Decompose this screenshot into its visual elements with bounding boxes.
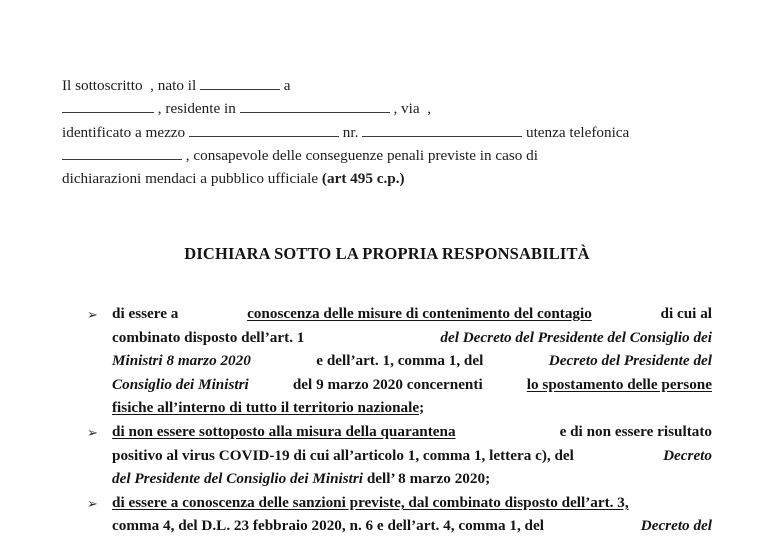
bullet-3-italic-line2-b: Decreto del xyxy=(640,517,712,535)
bullet-2-underlined-a: di non essere sottoposto alla misura della quarantena xyxy=(112,422,456,440)
blank-field-residenza[interactable] xyxy=(240,98,390,113)
document-body xyxy=(62,74,713,535)
bullet-2-text-line3-b: dell’ 8 marzo 2020; xyxy=(363,470,491,488)
bullet-1-underlined-line5-a: fisiche all’interno di tutto il territorio nazionale xyxy=(112,399,420,417)
intro-word-sottoscritto: sottoscritto xyxy=(75,77,143,94)
bullet-3-text-line2-a: comma 4, del D.L. 23 febbraio 2020, n. 6 e dell’art. 4, comma 1, del xyxy=(112,517,544,535)
bullet-2-line-3 xyxy=(112,467,712,491)
bullet-1-italic-line3-c: Decreto del Presidente del xyxy=(548,352,712,370)
arrow-bullet-icon: ➢ xyxy=(87,495,98,511)
intro-comma-5: , xyxy=(185,146,190,164)
declaration-bullet-list xyxy=(62,302,712,538)
arrow-bullet-icon: ➢ xyxy=(87,424,98,440)
intro-comma-1: , xyxy=(150,77,154,94)
intro-word-in: in xyxy=(479,146,492,164)
bullet-1-line-1 xyxy=(112,302,712,326)
intro-word-delle: delle xyxy=(272,146,302,164)
bullet-3-line-1 xyxy=(112,491,712,515)
bullet-1-italic-line3-a: Ministri 8 marzo 2020 xyxy=(112,352,251,370)
declaration-intro-paragraph xyxy=(62,74,712,190)
intro-word-caso: caso xyxy=(495,146,523,164)
blank-field-numero-documento[interactable] xyxy=(362,122,522,137)
intro-word-il: il xyxy=(187,77,197,94)
bullet-1-line-2 xyxy=(112,326,712,350)
intro-line-2 xyxy=(62,97,712,120)
intro-line-1 xyxy=(62,74,712,97)
bullet-1-underlined-line4-c: lo spostamento delle persone xyxy=(526,375,712,393)
intro-word-residente: residente xyxy=(165,100,221,118)
bullet-1-italic-line2-b: del Decreto del Presidente del Consiglio dei xyxy=(440,328,712,346)
bullet-1-text-line2-a: combinato disposto dell’art. 1 xyxy=(112,328,305,346)
bullet-3-underlined-a: di essere a conoscenza delle sanzioni previste, dal combinato disposto dell’art. 3, xyxy=(112,493,629,511)
intro-comma-2: , xyxy=(157,100,162,118)
bullet-1-text-line3-b: e dell’art. 1, comma 1, del xyxy=(316,352,484,370)
bullet-1-underlined-b: conoscenza delle misure di contenimento del contagio xyxy=(247,305,592,322)
blank-field-luogo-nascita[interactable] xyxy=(62,98,154,113)
intro-line-3 xyxy=(62,121,712,144)
intro-word-consapevole: consapevole xyxy=(193,146,269,164)
intro-comma-3: , xyxy=(393,100,398,118)
intro-word-in: in xyxy=(224,100,236,118)
bullet-2-italic-line3-a: del Presidente del Consiglio dei Ministri xyxy=(112,470,364,488)
intro-word-telefonica: telefonica xyxy=(569,123,630,141)
intro-word-il: Il xyxy=(62,77,72,94)
bullet-3-line-2 xyxy=(112,514,712,538)
intro-word-nr: nr. xyxy=(342,123,359,141)
declaration-heading: DICHIARA SOTTO LA PROPRIA RESPONSABILITÀ xyxy=(184,244,590,263)
intro-word-nato: nato xyxy=(157,77,184,94)
bullet-item-sanzioni-previste xyxy=(62,491,712,538)
bullet-2-text-b: e di non essere risultato xyxy=(559,422,712,440)
bullet-2-line-1 xyxy=(112,420,712,444)
intro-text-dichiarazioni-mendaci: dichiarazioni mendaci a pubblico ufficiale xyxy=(62,170,319,188)
bullet-1-semicolon: ; xyxy=(419,399,425,417)
intro-comma-4: , xyxy=(427,100,431,118)
intro-word-penali: penali xyxy=(386,146,425,164)
bullet-1-text-a: di essere a xyxy=(112,305,179,322)
intro-word-utenza: utenza xyxy=(525,123,566,141)
bullet-1-line-5 xyxy=(112,396,712,420)
intro-word-previste: previste xyxy=(427,146,476,164)
bullet-2-text-line2-a: positivo al virus COVID-19 di cui all’articolo 1, comma 1, lettera c), del xyxy=(112,446,574,464)
intro-word-di: di xyxy=(526,146,538,164)
arrow-bullet-icon: ➢ xyxy=(87,307,98,322)
intro-word-conseguenze: conseguenze xyxy=(305,146,384,164)
blank-field-data-nascita[interactable] xyxy=(200,75,280,90)
bullet-item-quarantena-covid xyxy=(62,420,712,491)
intro-word-mezzo: mezzo xyxy=(145,123,186,141)
intro-line-4 xyxy=(62,144,712,167)
intro-reference-art-495: (art 495 c.p.) xyxy=(321,170,405,188)
bullet-1-line-4 xyxy=(112,373,712,397)
bullet-1-line-3 xyxy=(112,349,712,373)
intro-word-a: a xyxy=(134,123,142,141)
intro-line-5 xyxy=(62,167,712,190)
bullet-1-text-c: di cui al xyxy=(660,305,713,322)
blank-field-documento-identita[interactable] xyxy=(189,122,339,137)
bullet-1-italic-line4-a: Consiglio dei Ministri xyxy=(112,375,249,393)
intro-word-a: a xyxy=(283,77,291,94)
intro-word-identificato: identificato xyxy=(62,123,132,141)
blank-field-numero-telefono[interactable] xyxy=(62,145,182,160)
intro-word-via: via xyxy=(401,100,420,118)
bullet-2-italic-line2-b: Decreto xyxy=(663,446,712,464)
bullet-1-text-line4-b: del 9 marzo 2020 concernenti xyxy=(292,375,483,393)
bullet-item-contenimento-contagio xyxy=(62,302,712,420)
bullet-2-line-2 xyxy=(112,444,712,468)
